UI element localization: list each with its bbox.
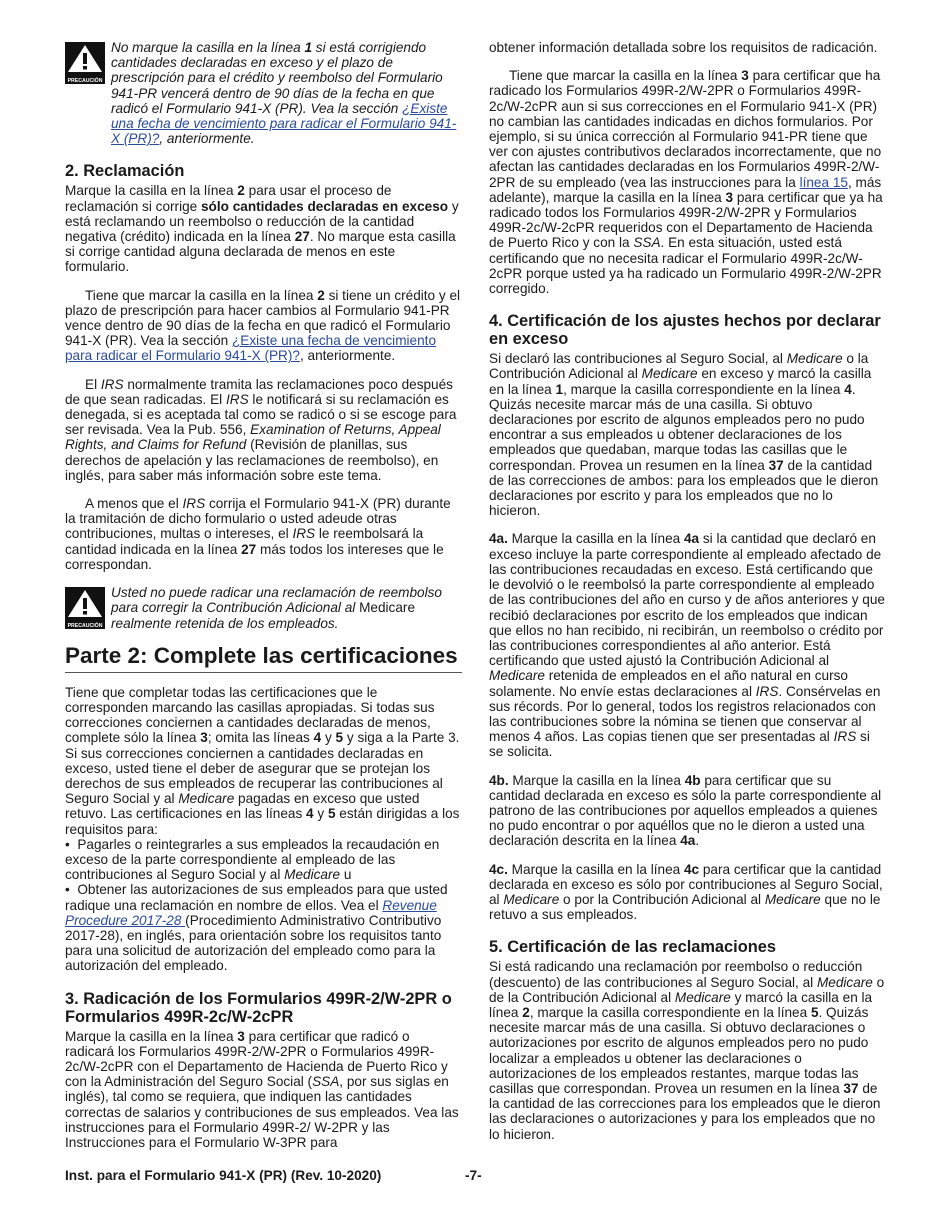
paragraph: 4b. Marque la casilla en la línea 4b para certificar que su cantidad declarada en exceso es sólo la parte correspondiente al patrono de las contribuciones por aquellos empleados a quienes no pudo encontrar o por aquéllos que no le dieron a usted una declaración descrita en la línea 4a.	[489, 772, 882, 849]
part-heading: Parte 2: Complete las certificaciones	[65, 643, 462, 673]
paragraph: A menos que el IRS corrija el Formulario 941-X (PR) durante la tramitación de dicho formulario o usted adeude otras contribuciones, multas o intereses, el IRS le reembolsará la cantidad indicada en la línea 27 más todos los intereses que le correspondan.	[65, 496, 451, 572]
paragraph: obtener información detallada sobre los requisitos de radicación.	[489, 40, 878, 55]
caution-text: Usted no puede radicar una reclamación de reembolso para corregir la Contribución Adicional al Medicare realmente retenida de los empleados.	[111, 585, 442, 631]
section-heading: 5. Certificación de las reclamaciones	[489, 938, 776, 957]
right-column	[489, 40, 886, 1155]
due-date-link[interactable]: ¿Existe una fecha de vencimiento para radicar el Formulario 941-X (PR)?	[65, 333, 437, 364]
bullet-item: • Obtener las autorizaciones de sus empleados para que usted radique una reclamación en nombre de ellos. Vea el Revenue Procedure 2017-28 (Procedimiento Administrativo Contributivo 2017-28), en inglés, para orientación sobre los requisitos tanto para una solicitud de autorización del empleado como para la autorización del empleado.	[65, 882, 448, 974]
caution-note	[65, 40, 462, 146]
section-heading: 2. Reclamación	[65, 162, 185, 181]
paragraph: Marque la casilla en la línea 3 para certificar que radicó o radicará los Formularios 499R-2/W-2PR o Formularios 499R-2c/W-2cPR con el Departamento de Hacienda de Puerto Rico y con la Administración del Seguro Social (SSA, por sus siglas en inglés), tal como se requiera, que indiquen las cantidades correctas de salarios y contribuciones de sus empleados. Vea las instrucciones para el Formulario 499R-2/ W-2PR y las Instrucciones para el Formulario W-3PR para	[65, 1028, 459, 1150]
footer-title: Inst. para el Formulario 941-X (PR) (Rev. 10-2020)	[65, 1168, 382, 1183]
paragraph: Si declaró las contribuciones al Seguro Social, al Medicare o la Contribución Adicional al Medicare en exceso y marcó la casilla en la línea 1, marque la casilla correspondiente en la línea 4. Quizás necesite marcar más de una casilla. Si obtuvo declaraciones por escrito de algunos empleados pero no pudo encontrar a sus empleados u obtener declaraciones de los empleados que quedaban, marque todas las casillas que le correspondan. Provea un resumen en la línea 37 de la cantidad de las correcciones de ambos: para los empleados que le dieron declaraciones por escrito y para los empleados que no lo hicieron.	[489, 351, 879, 519]
caution-text: No marque la casilla en la línea 1 si está corrigiendo cantidades declaradas en exceso y el plazo de prescripción para el crédito y reembolso del Formulario 941-PR vencerá dentro de 90 días de la fecha en que radicó el Formulario 941-X (PR). Vea la sección ¿Existe una fecha de vencimiento para radicar el Formulario 941-X (PR)?, anteriormente.	[111, 40, 457, 147]
page-number: -7-	[465, 1168, 482, 1183]
paragraph: El IRS normalmente tramita las reclamaciones poco después de que sean radicadas. El IRS le notificará si su reclamación es denegada, si es aceptada tal como se radicó o si se escoge para ser revisada. Vea la Pub. 556, Examination of Returns, Appeal Rights, and Claims for Refund (Revisión de planillas, sus derechos de apelación y las reclamaciones de reembolso), en inglés, para saber más información sobre este tema.	[65, 376, 457, 483]
paragraph: 4c. Marque la casilla en la línea 4c para certificar que la cantidad declarada en exceso es sólo por contribuciones al Seguro Social, al Medicare o por la Contribución Adicional al Medicare que no le retuvo a sus empleados.	[489, 861, 883, 923]
revenue-procedure-link[interactable]: Revenue Procedure 2017-28	[65, 897, 437, 928]
paragraph: Tiene que marcar la casilla en la línea 3 para certificar que ha radicado los Formularios 499R-2/W-2PR o Formularios 499R-2c/W-2cPR aun si sus correcciones en el Formulario 941-X (PR) no cambian las cantidades indicadas en dichos formularios. Por ejemplo, si su única corrección al Formulario 941-PR tiene que ver con ajustes contributivos declarados incorrectamente, que no afectan las cantidades declaradas en los Formularios 499R-2/W-2PR de su empleado (vea las instrucciones para la línea 15, más adelante), marque la casilla en la línea 3 para certificar que ya ha radicado todos los Formularios 499R-2/W-2PR y Formularios 499R-2c/W-2cPR requeridos con el Departamento de Hacienda de Puerto Rico y con la SSA. En esta situación, usted está certificando que no necesita radicar el Formulario 499R-2c/W-2cPR porque usted ya ha radicado un Formulario 499R-2/W-2PR corregido.	[489, 68, 883, 297]
paragraph: Tiene que marcar la casilla en la línea 2 si tiene un crédito y el plazo de prescripción para hacer cambios al Formulario 941-PR vence dentro de 90 días de la fecha en que radicó el Formulario 941-X (PR). Vea la sección ¿Existe una fecha de vencimiento para radicar el Formulario 941-X (PR)?, anteriormente.	[65, 287, 461, 364]
page-footer	[65, 1168, 885, 1183]
line-15-link[interactable]: línea 15	[799, 174, 848, 190]
caution-icon	[65, 587, 105, 629]
paragraph: Tiene que completar todas las certificaciones que le corresponden marcando las casillas apropiadas. Si todas sus correcciones conciernen a cantidades declaradas de menos, complete sólo la línea 3; omita las líneas 4 y 5 y siga a la Parte 3. Si sus correcciones conciernen a cantidades declaradas en exceso, usted tiene el deber de asegurar que se protejan los derechos de sus empleados de recuperar las contribuciones al Seguro Social y al Medicare pagadas en exceso que usted retuvo. Las certificaciones en las líneas 4 y 5 están dirigidas a los requisitos para:	[65, 684, 460, 837]
svg-text:PRECAUCIÓN: PRECAUCIÓN	[67, 78, 103, 84]
section-heading: 4. Certificación de los ajustes hechos por declarar en exceso	[489, 312, 881, 349]
paragraph: 4a. Marque la casilla en la línea 4a si la cantidad que declaró en exceso incluye la parte correspondiente al empleado afectado de las contribuciones recaudadas en exceso. Está certificando que le devolvió o le reembolsó la parte correspondiente al empleado de las contribuciones del año en curso y de años anteriores y que recibió declaraciones por escrito de los empleados que indican que ellos no han recibido, ni recibirán, un reembolso o crédito por las contribuciones correspondientes al año anterior. Está certificando que usted ajustó la Contribución Adicional al Medicare retenida de empleados en el año natural en curso solamente. No envíe estas declaraciones al IRS. Consérvelas en sus récords. Por lo general, todos los registros relacionados con las contribuciones sobre la nómina se tienen que conservar al menos 4 años. Las copias tienen que ser presentadas al IRS si se solicita.	[489, 531, 885, 760]
bullet-icon: •	[65, 882, 78, 898]
caution-note	[65, 585, 462, 631]
svg-text:PRECAUCIÓN: PRECAUCIÓN	[67, 623, 103, 630]
section-heading: 3. Radicación de los Formularios 499R-2/W-2PR o Formularios 499R-2c/W-2cPR	[65, 989, 452, 1026]
left-column	[65, 40, 462, 1163]
bullet-item: • Pagarles o reintegrarles a sus empleados la recaudación en exceso de la parte correspondiente al empleado de las contribuciones al Seguro Social y al Medicare u	[65, 836, 440, 883]
bullet-icon: •	[65, 836, 78, 852]
paragraph: Marque la casilla en la línea 2 para usar el proceso de reclamación si corrige sólo cantidades declaradas en exceso y está reclamando un reembolso o reducción de la cantidad negativa (crédito) indicada en la línea 27. No marque esta casilla si corrige cantidad alguna declarada de menos en este formulario.	[65, 183, 459, 275]
due-date-link[interactable]: ¿Existe una fecha de vencimiento para radicar el Formulario 941-X (PR)?	[111, 100, 457, 147]
paragraph: Si está radicando una reclamación por reembolso o reducción (descuento) de las contribuciones al Seguro Social, al Medicare o de la Contribución Adicional al Medicare y marcó la casilla en la línea 2, marque la casilla correspondiente en la línea 5. Quizás necesite marcar más de una casilla. Si obtuvo declaraciones o autorizaciones por escrito de algunos empleados pero no pudo localizar a empleados u obtener las declaraciones o autorizaciones de los empleados restantes, marque todas las casillas que correspondan. Provea un resumen en la línea 37 de la cantidad de las correcciones para los empleados que le dieron las declaraciones o autorizaciones y para los empleados que no lo hicieron.	[489, 959, 885, 1142]
caution-icon	[65, 42, 105, 84]
